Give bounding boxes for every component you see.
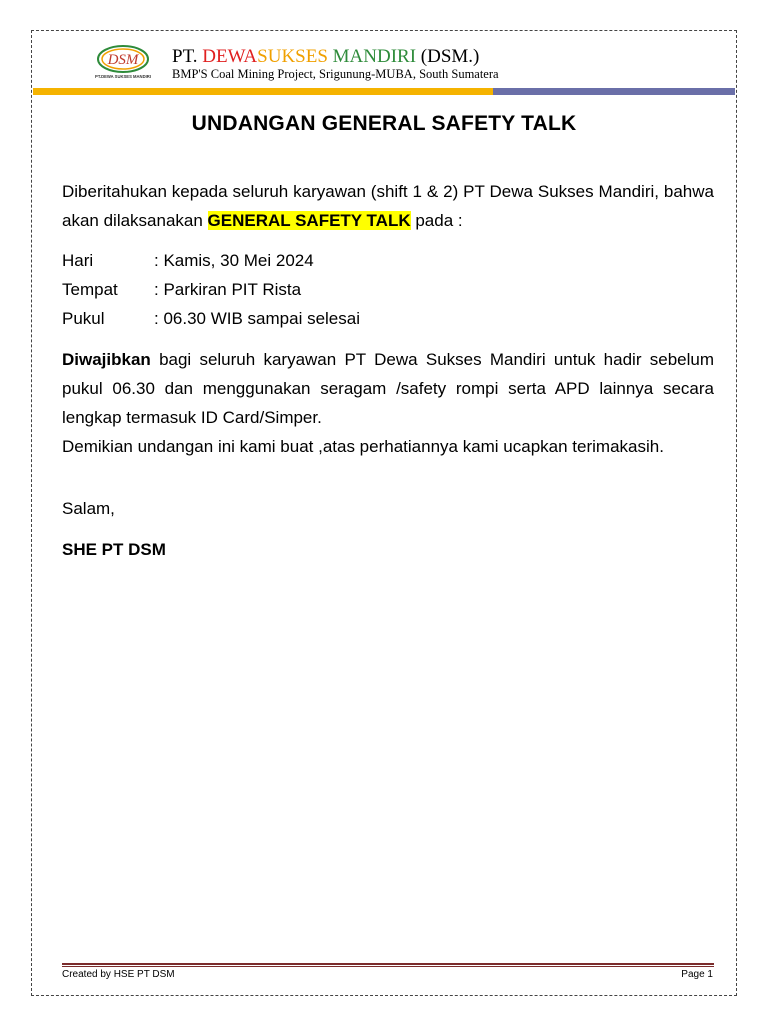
detail-row-pukul: Pukul : 06.30 WIB sampai selesai bbox=[62, 309, 360, 328]
detail-row-tempat: Tempat : Parkiran PIT Rista bbox=[62, 280, 302, 299]
intro-paragraph: Diberitahukan kepada seluruh karyawan (shift 1 & 2) PT Dewa Sukses Mandiri, bahwa akan dilaksanakan GENERAL SAFETY TALK pada : bbox=[62, 182, 714, 230]
page-border bbox=[31, 30, 737, 996]
highlight-text: GENERAL SAFETY TALK bbox=[207, 211, 411, 230]
company-subtitle: BMP'S Coal Mining Project, Srigunung-MUBA, South Sumatera bbox=[172, 67, 499, 81]
signature: SHE PT DSM bbox=[62, 540, 166, 559]
letterhead-band-blue bbox=[493, 88, 735, 95]
detail-row-hari: Hari : Kamis, 30 Mei 2024 bbox=[62, 251, 314, 270]
logo-small-text: PT.DEWA SUKSES MANDIRI bbox=[95, 74, 151, 79]
company-name: PT. DEWASUKSES MANDIRI (DSM.) bbox=[172, 46, 480, 67]
document-title: UNDANGAN GENERAL SAFETY TALK bbox=[191, 112, 577, 135]
footer-divider bbox=[62, 963, 714, 965]
company-logo bbox=[93, 44, 153, 84]
logo-text: DSM bbox=[107, 52, 139, 68]
letterhead-band-orange bbox=[33, 88, 493, 95]
salutation: Salam, bbox=[62, 499, 115, 518]
closing-line: Demikian undangan ini kami buat ,atas perhatiannya kami ucapkan terimakasih. bbox=[62, 437, 664, 456]
footer-created-by: Created by HSE PT DSM bbox=[62, 969, 175, 980]
footer-divider-thin bbox=[62, 966, 714, 967]
footer-page-number: Page 1 bbox=[681, 969, 713, 980]
obligation-paragraph: Diwajibkan bagi seluruh karyawan PT Dewa Sukses Mandiri untuk hadir sebelum pukul 06.30 dan menggunakan seragam /safety rompi serta APD lainnya secara lengkap termasuk ID Card/Simper. Demikian undangan ini kami buat ,atas perhatiannya kami ucapkan terimakasih. bbox=[62, 350, 714, 456]
